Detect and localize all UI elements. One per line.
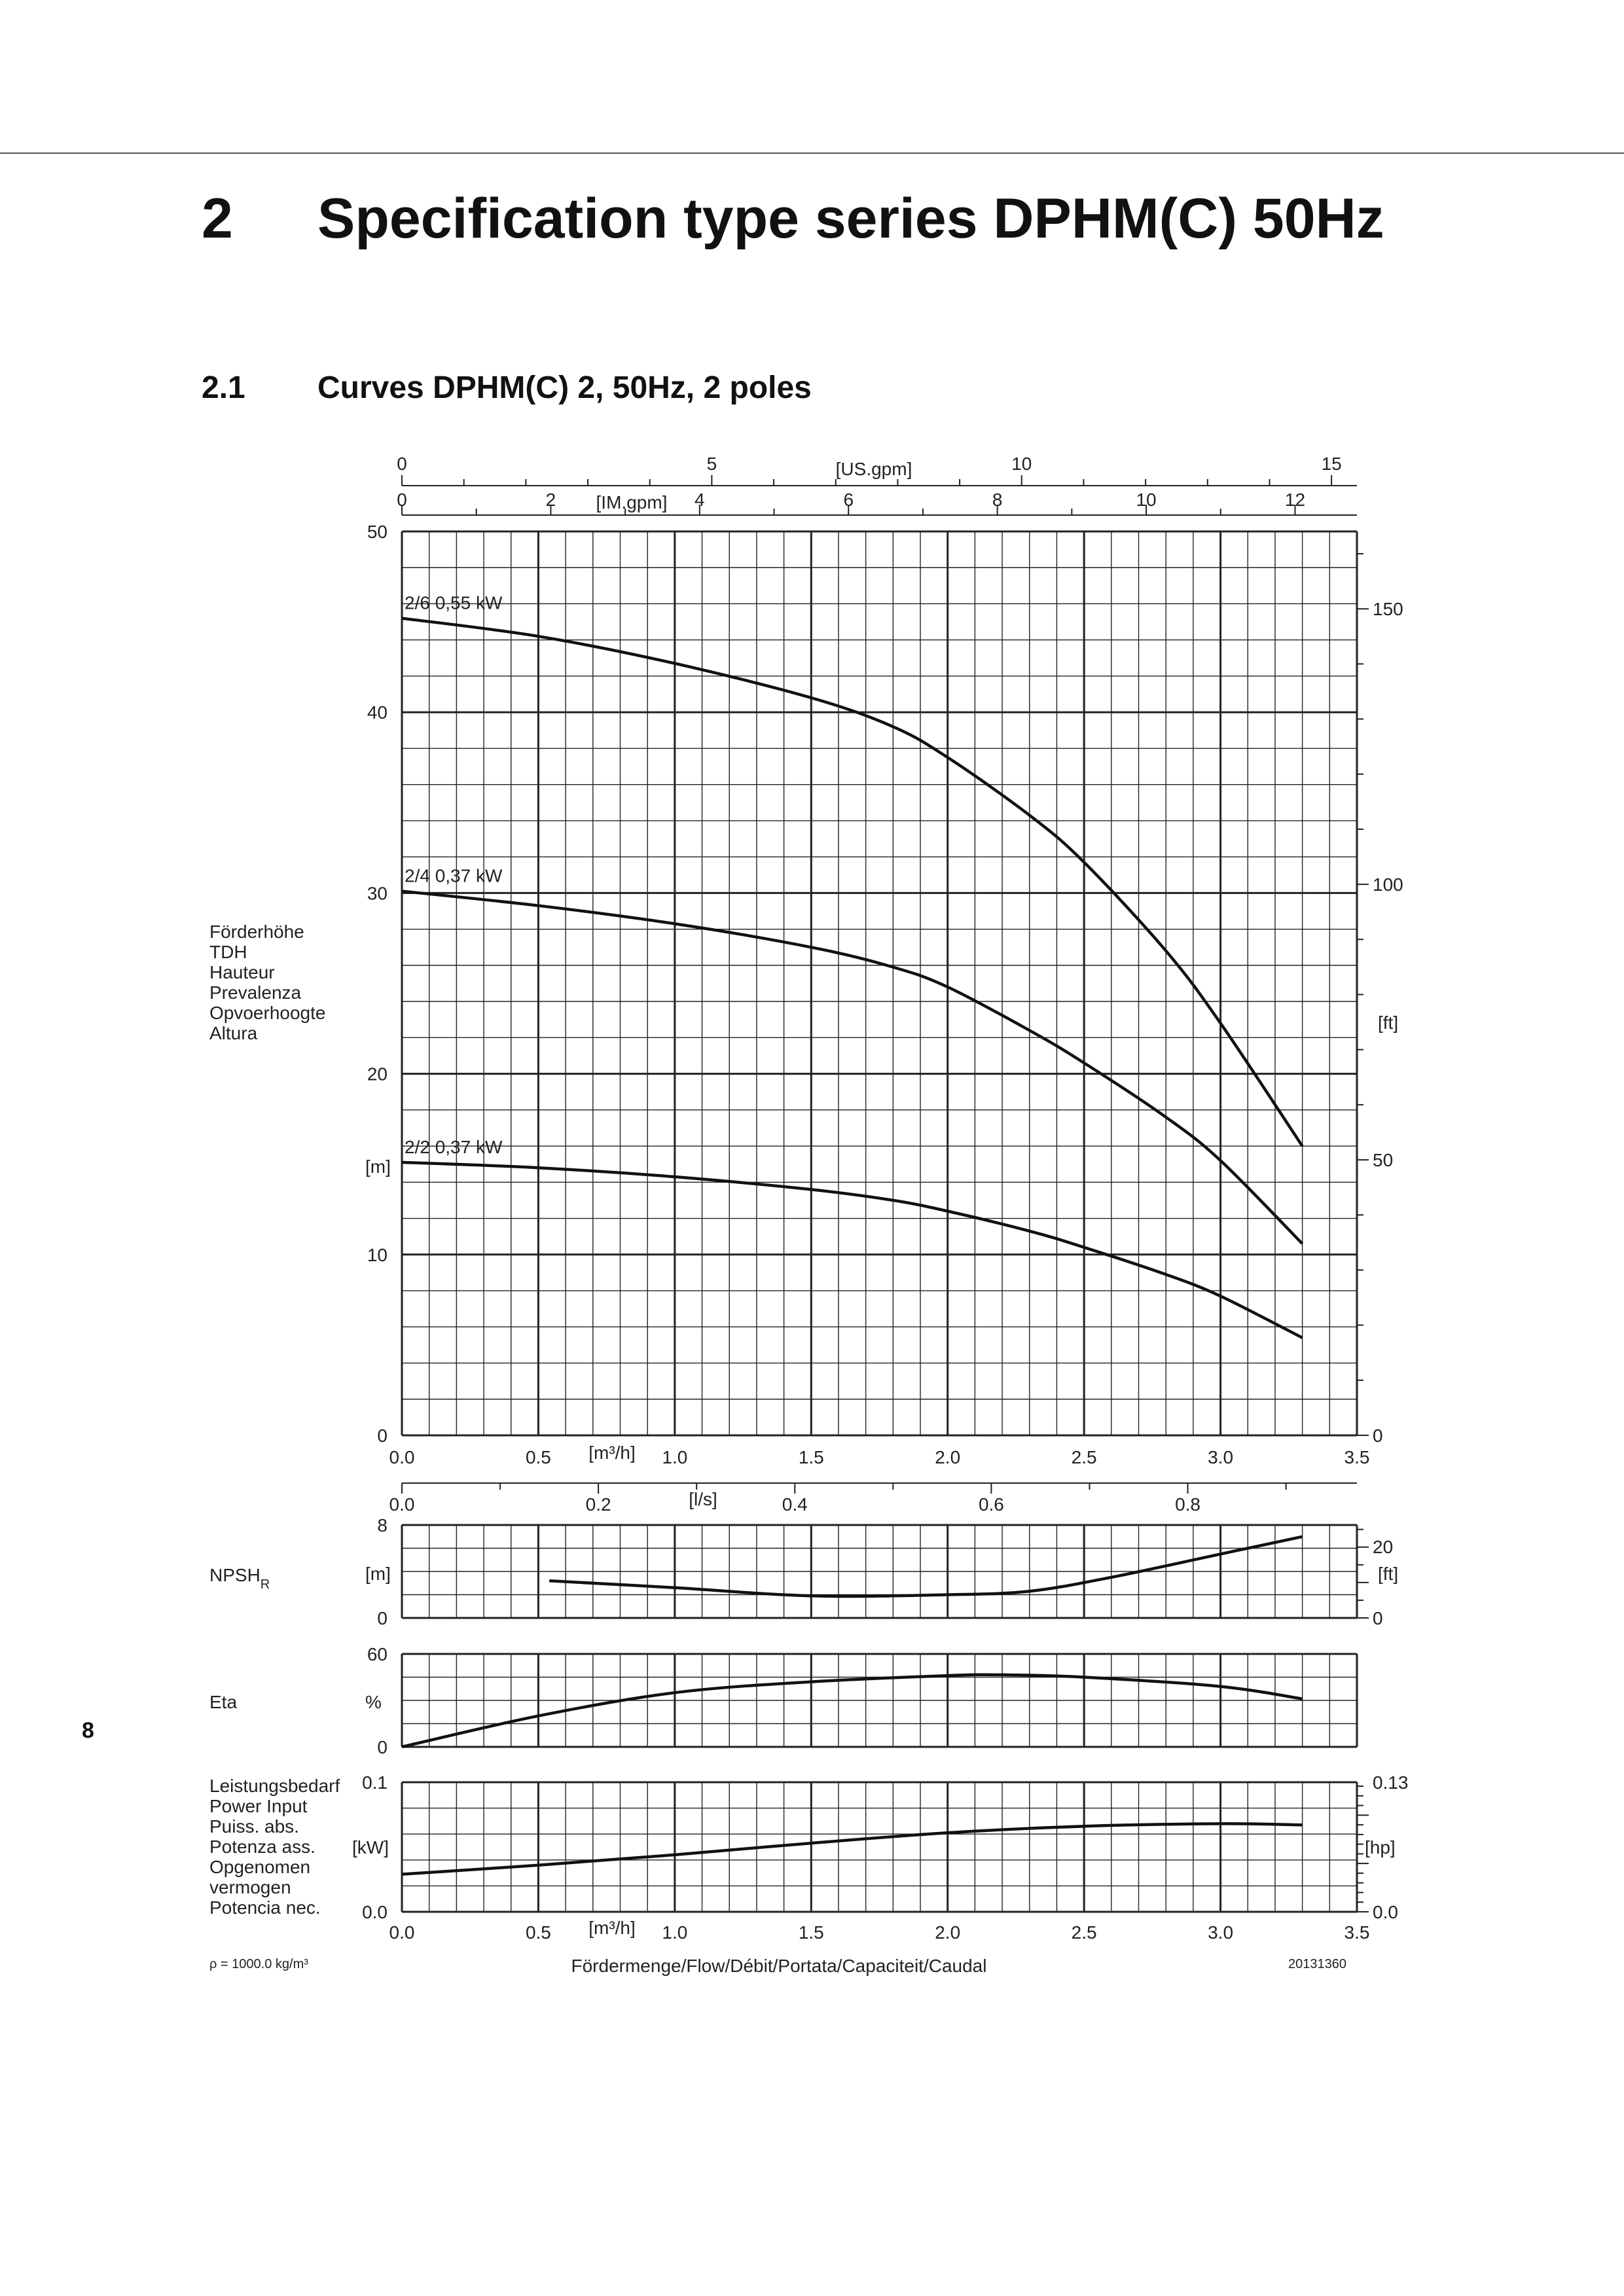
power-hp-tick-label: 0.13	[1373, 1772, 1409, 1793]
density-note: ρ = 1000.0 kg/m³	[209, 1957, 308, 1971]
section-number: 2	[202, 187, 233, 250]
power-axis-title: vermogen	[209, 1877, 291, 1897]
head-ft-tick-label: 0	[1373, 1426, 1383, 1446]
ls-tick-label: 0.2	[585, 1494, 611, 1515]
page-number: 8	[82, 1718, 94, 1743]
x-tick-label: 0.0	[389, 1447, 415, 1467]
x-tick-label: 2.5	[1071, 1922, 1097, 1943]
head-y-tick-label: 20	[367, 1064, 388, 1085]
npsh-ft-unit: [ft]	[1378, 1564, 1399, 1584]
imgpm-tick-label: 2	[545, 490, 556, 510]
grid-layer	[402, 475, 1369, 1912]
head-axis-title: Altura	[209, 1023, 258, 1043]
power-axis-title: Potenza ass.	[209, 1837, 316, 1857]
head-ft-unit: [ft]	[1378, 1013, 1399, 1033]
curve-label: 2/4 0,37 kW	[405, 865, 503, 886]
power-y-tick-label: 0.0	[362, 1902, 388, 1922]
power-hp-tick-label: 0.0	[1373, 1902, 1398, 1922]
ls-tick-label: 0.0	[389, 1494, 415, 1515]
power-axis-title: Opgenomen	[209, 1857, 311, 1877]
x-tick-label: 1.0	[662, 1922, 688, 1943]
x-tick-label: 1.0	[662, 1447, 688, 1467]
power-kw-unit: [kW]	[352, 1837, 389, 1857]
power-axis-title: Leistungsbedarf	[209, 1776, 340, 1796]
head-y-tick-label: 50	[367, 522, 388, 542]
head-curve	[402, 891, 1303, 1244]
npsh-ft-tick-label: 0	[1373, 1608, 1383, 1628]
subsection-number: 2.1	[202, 370, 245, 405]
imgpm-tick-label: 6	[843, 490, 854, 510]
x-tick-label: 0.5	[525, 1922, 551, 1943]
x-tick-label: 0.0	[389, 1922, 415, 1943]
chart-code: 20131360	[1288, 1957, 1346, 1971]
power-axis-title: Power Input	[209, 1796, 308, 1816]
flow-caption: Fördermenge/Flow/Débit/Portata/Capaciteit/Caudal	[571, 1956, 987, 1976]
curve-layer	[402, 619, 1303, 1874]
power-y-tick-label: 0.1	[362, 1772, 388, 1793]
subsection-title: Curves DPHM(C) 2, 50Hz, 2 poles	[317, 370, 812, 405]
x-unit-label: [m³/h]	[588, 1443, 636, 1463]
head-y-tick-label: 10	[367, 1244, 388, 1265]
x-tick-label: 2.5	[1071, 1447, 1097, 1467]
section-title: Specification type series DPHM(C) 50Hz	[317, 187, 1384, 250]
head-m-unit: [m]	[365, 1157, 391, 1177]
x-tick-label: 2.0	[935, 1922, 961, 1943]
ls-unit-label: [l/s]	[689, 1489, 717, 1509]
head-y-tick-label: 40	[367, 702, 388, 723]
usgpm-tick-label: 10	[1011, 454, 1032, 474]
ls-tick-label: 0.6	[978, 1494, 1004, 1515]
head-ft-tick-label: 100	[1373, 874, 1403, 895]
x-tick-label: 3.5	[1344, 1447, 1370, 1467]
npsh-axis-title: $NPSH_R$	[209, 1565, 270, 1592]
imgpm-unit-label: [IM.gpm]	[596, 492, 668, 512]
imgpm-tick-label: 8	[992, 490, 1003, 510]
eta-unit: %	[365, 1692, 382, 1712]
imgpm-tick-label: 12	[1284, 490, 1306, 510]
usgpm-tick-label: 15	[1321, 454, 1342, 474]
head-curve	[402, 1162, 1303, 1338]
curve-label: 2/6 0,55 kW	[405, 592, 503, 613]
eta-curve	[402, 1675, 1303, 1747]
x-tick-label: 3.0	[1208, 1922, 1234, 1943]
npsh-subscript: R	[260, 1577, 270, 1592]
head-axis-title: Opvoerhoogte	[209, 1003, 326, 1023]
ls-tick-label: 0.4	[782, 1494, 808, 1515]
eta-y-tick-label: 60	[367, 1644, 388, 1664]
power-hp-unit: [hp]	[1365, 1837, 1396, 1857]
eta-axis-title: Eta	[209, 1692, 238, 1712]
imgpm-tick-label: 4	[695, 490, 705, 510]
npsh-y-tick-label: 8	[377, 1515, 388, 1535]
x-tick-label: 3.5	[1344, 1922, 1370, 1943]
curve-label: 2/2 0,37 kW	[405, 1136, 503, 1157]
x-tick-label: 0.5	[525, 1447, 551, 1467]
power-curve	[402, 1823, 1303, 1874]
head-axis-title: Hauteur	[209, 962, 275, 982]
eta-y-tick-label: 0	[377, 1737, 388, 1757]
npsh-curve	[549, 1537, 1303, 1596]
power-axis-title: Potencia nec.	[209, 1897, 321, 1918]
imgpm-tick-label: 10	[1136, 490, 1157, 510]
x-tick-label: 2.0	[935, 1447, 961, 1467]
x-tick-label: 1.5	[798, 1447, 824, 1467]
power-axis-title: Puiss. abs.	[209, 1816, 299, 1837]
usgpm-tick-label: 0	[397, 454, 407, 474]
x-tick-label: 3.0	[1208, 1447, 1234, 1467]
head-ft-tick-label: 150	[1373, 599, 1403, 620]
usgpm-tick-label: 5	[706, 454, 717, 474]
head-axis-title: Prevalenza	[209, 982, 302, 1003]
head-y-tick-label: 0	[377, 1426, 388, 1446]
x-tick-label: 1.5	[798, 1922, 824, 1943]
x-unit-label: [m³/h]	[588, 1918, 636, 1938]
imgpm-tick-label: 0	[397, 490, 407, 510]
head-axis-title: TDH	[209, 942, 247, 962]
head-axis-title: Förderhöhe	[209, 922, 304, 942]
npsh-ft-tick-label: 20	[1373, 1537, 1394, 1557]
head-ft-tick-label: 50	[1373, 1150, 1394, 1171]
usgpm-unit-label: [US.gpm]	[835, 459, 912, 479]
npsh-y-tick-label: 0	[377, 1608, 388, 1628]
ls-tick-label: 0.8	[1175, 1494, 1201, 1515]
head-y-tick-label: 30	[367, 883, 388, 904]
npsh-m-unit: [m]	[365, 1564, 391, 1584]
head-curve	[402, 619, 1303, 1147]
